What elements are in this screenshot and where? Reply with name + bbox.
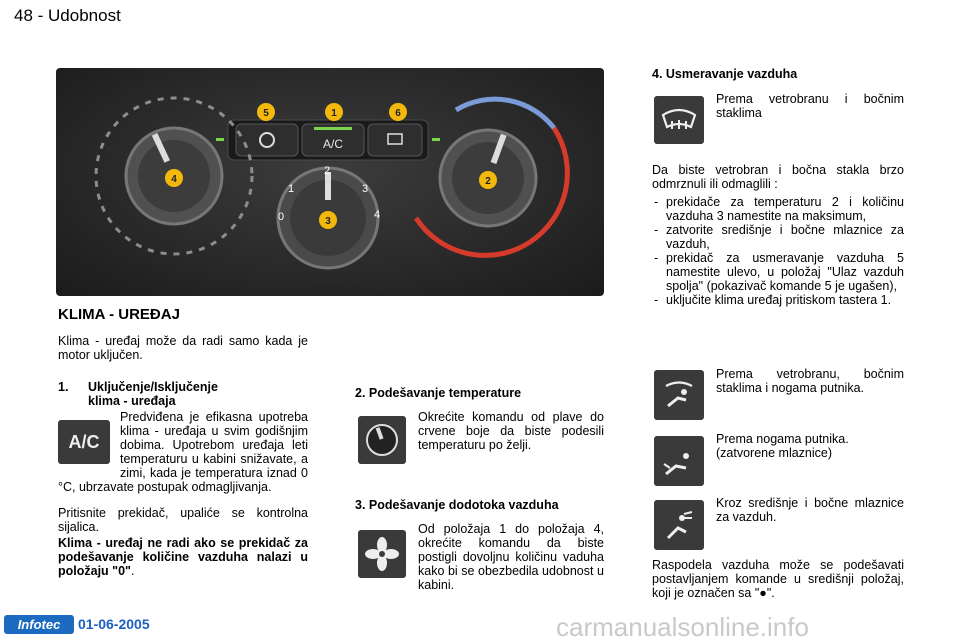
fan-scale-3: 3 bbox=[362, 183, 369, 195]
mode-windshield-feet: Prema vetrobranu, bočnim staklima i nogama putnika. bbox=[716, 367, 904, 395]
page-title: 48 - Udobnost bbox=[14, 6, 121, 25]
item1-para3-wrap: Klima - uređaj ne radi ako se prekidač za podešavanje količine vazduha nalazi u položaju "0". bbox=[58, 536, 308, 578]
fan-scale-2: 2 bbox=[324, 165, 331, 177]
temperature-icon-box bbox=[358, 416, 406, 464]
infotec-logo: Infotec bbox=[4, 615, 74, 634]
defrost-steps bbox=[652, 195, 904, 307]
feet-icon-box bbox=[654, 436, 704, 486]
item1-para1: Predviđena je efikasna upotreba klima - uređaja u svim godišnjim dobima. Upotrebom uređaja leti temperaturu u kabini snižavate, a zimi, kada je temperatura iznad 0 °C, ubrzavate postupak odmagljivanja. bbox=[58, 410, 308, 494]
mode-feet-line2: (zatvorene mlaznice) bbox=[716, 446, 833, 460]
mode-vents: Kroz središnje i bočne mlaznice za vazduh. bbox=[716, 496, 904, 524]
item2-heading: 2. Podešavanje temperature bbox=[355, 386, 522, 400]
item1-heading-line2: klima - uređaja bbox=[88, 394, 176, 408]
fan-scale-4: 4 bbox=[374, 209, 381, 221]
defrost-step: - prekidače za temperaturu 2 i količinu vazduha 3 namestite na maksimum, bbox=[652, 195, 904, 223]
item1-number: 1. bbox=[58, 380, 69, 394]
defrost-step: - zatvorite središnje i bočne mlaznice za vazduh, bbox=[652, 223, 904, 251]
item1-heading-line1: Uključenje/Isključenje bbox=[88, 380, 218, 394]
fan-scale-0: 0 bbox=[278, 211, 285, 223]
vents-icon bbox=[660, 506, 698, 544]
footer-date: 01-06-2005 bbox=[78, 616, 150, 632]
climate-panel-photo bbox=[56, 68, 604, 296]
vents-icon-box bbox=[654, 500, 704, 550]
defrost-step: - uključite klima uređaj pritiskom tastera 1. bbox=[652, 293, 904, 307]
windshield-feet-icon bbox=[660, 376, 698, 414]
item1-para1-wrap bbox=[58, 410, 308, 494]
watermark: carmanualsonline.info bbox=[556, 612, 809, 642]
fan-icon bbox=[365, 537, 399, 571]
defrost-intro: Da biste vetrobran i bočna stakla brzo odmrznuli ili odmaglili : bbox=[652, 163, 904, 191]
fan-icon-box bbox=[358, 530, 406, 578]
distribution-note: Raspodela vazduha može se podešavati postavljanjem komande u središnji položaj, koji je označen sa "●". bbox=[652, 558, 904, 600]
item4-heading: 4. Usmeravanje vazduha bbox=[652, 67, 798, 81]
item3-text: Od položaja 1 do položaja 4, okrećite komandu da biste postigli dovoljnu količinu vaduha kako bi se obezbedila udobnost u kabini. bbox=[418, 522, 604, 592]
temperature-knob-icon bbox=[364, 422, 400, 458]
callout-3: 3 bbox=[325, 216, 331, 227]
mode-feet bbox=[716, 432, 904, 460]
callout-6: 6 bbox=[395, 108, 401, 119]
feet-icon bbox=[660, 442, 698, 480]
mode-windshield: Prema vetrobranu i bočnim staklima bbox=[716, 92, 904, 120]
item1-para2: Pritisnite prekidač, upaliće se kontrolna sijalica. bbox=[58, 506, 308, 534]
rear-defrost-button bbox=[368, 124, 422, 156]
klima-title: KLIMA - UREĐAJ bbox=[58, 306, 180, 323]
windshield-defrost-icon bbox=[660, 105, 698, 135]
windshield-icon-box bbox=[654, 96, 704, 144]
ac-button-label: A/C bbox=[322, 137, 344, 151]
windshield-feet-icon-box bbox=[654, 370, 704, 420]
defrost-step: - prekidač za usmeravanje vazduha 5 namestite ulevo, u položaj "Ulaz vazduh spolja" (pokazivač komande 5 je ugašen), bbox=[652, 251, 904, 293]
recirculation-button bbox=[236, 124, 298, 156]
fan-scale-1: 1 bbox=[288, 183, 295, 195]
item3-heading: 3. Podešavanje dodotoka vazduha bbox=[355, 498, 559, 512]
item2-text: Okrećite komandu od plave do crvene boje da biste podesili temperaturu po želji. bbox=[418, 410, 604, 452]
callout-2: 2 bbox=[485, 176, 491, 187]
ac-icon: A/C bbox=[68, 431, 100, 452]
callout-4: 4 bbox=[171, 174, 177, 185]
callout-5: 5 bbox=[263, 108, 269, 119]
callout-1: 1 bbox=[331, 108, 337, 119]
mode-feet-line1: Prema nogama putnika. bbox=[716, 432, 849, 446]
item1-para3: Klima - uređaj ne radi ako se prekidač za podešavanje količine vazduha nalazi u položaju "0" bbox=[58, 536, 308, 578]
temperature-scale-blue bbox=[456, 99, 554, 128]
klima-intro: Klima - uređaj može da radi samo kada je motor uključen. bbox=[58, 334, 308, 362]
